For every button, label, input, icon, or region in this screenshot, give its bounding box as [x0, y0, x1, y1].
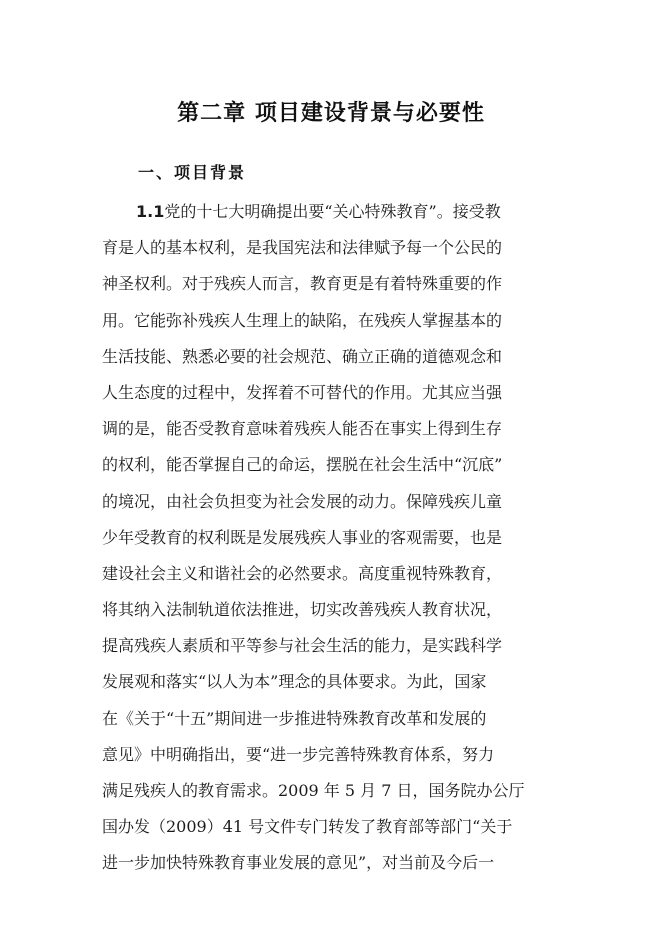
paragraph-line: 进一步加快特殊教育事业发展的意见”，对当前及今后一 — [102, 853, 495, 873]
paragraph-line — [102, 194, 562, 230]
paragraph-line: 生活技能、熟悉必要的社会规范、确立正确的道德观念和 — [102, 346, 503, 366]
paragraph-line: 发展观和落实“以人为本”理念的具体要求。为此，国家 — [102, 672, 487, 692]
paragraph-line: 意见》中明确指出，要“进一步完善特殊教育体系，努力 — [102, 744, 495, 764]
paragraph-line: 少年受教育的权利既是发展残疾人事业的客观需要，也是 — [102, 527, 503, 547]
paragraph-line: 的境况，由社会负担变为社会发展的动力。保障残疾儿童 — [102, 491, 503, 511]
chapter-title: 第二章 项目建设背景与必要性 — [177, 101, 485, 126]
paragraph-line: 将其纳入法制轨道依法推进，切实改善残疾人教育状况， — [102, 600, 503, 620]
section-heading: 一、项目背景 — [138, 163, 247, 182]
paragraph-line-text: 党的十七大明确提出要“关心特殊教育”。接受教 — [164, 202, 501, 221]
paragraph-line: 在《关于“十五”期间进一步推进特殊教育改革和发展的 — [102, 708, 487, 728]
paragraph-line: 用。它能弥补残疾人生理上的缺陷，在残疾人掌握基本的 — [102, 310, 503, 330]
paragraph-line: 建设社会主义和谐社会的必然要求。高度重视特殊教育， — [102, 563, 503, 583]
paragraph-number: 1.1 — [136, 202, 165, 221]
paragraph-line: 提高残疾人素质和平等参与社会生活的能力，是实践科学 — [102, 636, 503, 656]
paragraph-line: 育是人的基本权利，是我国宪法和法律赋予每一个公民的 — [102, 238, 503, 258]
paragraph-line: 人生态度的过程中，发挥着不可替代的作用。尤其应当强 — [102, 382, 503, 402]
paragraph-body — [102, 194, 562, 882]
paragraph-line: 满足残疾人的教育需求。2009 年 5 月 7 日，国务院办公厅 — [102, 781, 525, 800]
paragraph-line: 的权利，能否掌握自己的命运，摆脱在社会生活中“沉底” — [102, 455, 503, 475]
paragraph-line: 神圣权利。对于残疾人而言，教育更是有着特殊重要的作 — [102, 274, 503, 294]
paragraph-line: 调的是，能否受教育意味着残疾人能否在事实上得到生存 — [102, 419, 503, 439]
paragraph-line: 国办发（2009）41 号文件专门转发了教育部等部门“关于 — [102, 817, 513, 837]
